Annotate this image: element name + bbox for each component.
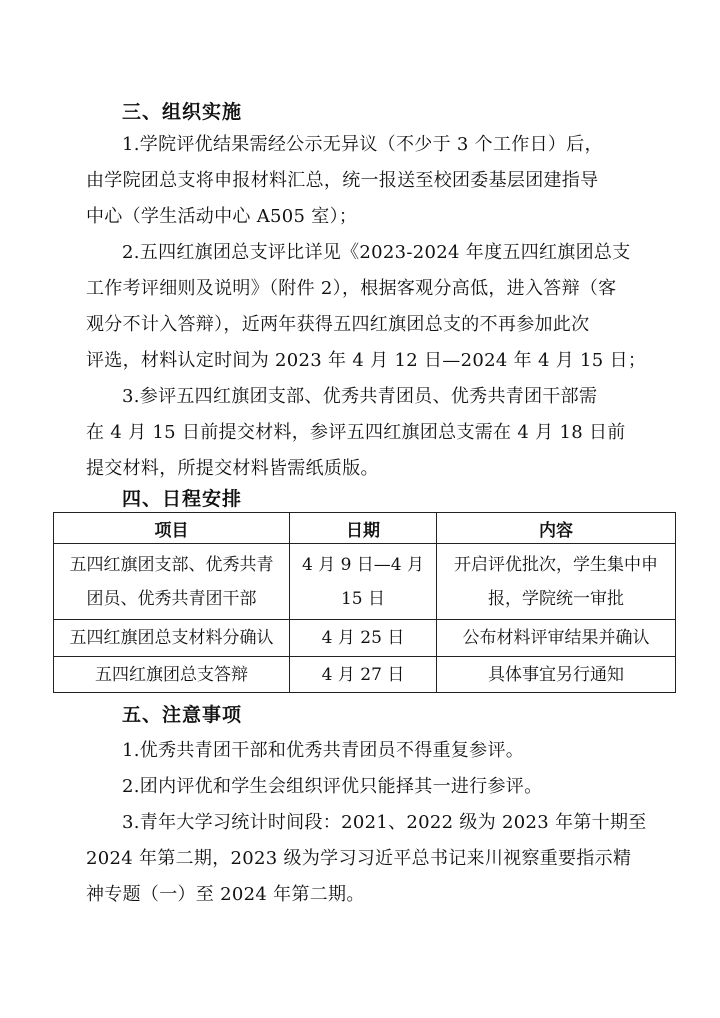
paragraph-line: 2.团内评优和学生会组织评优只能择其一进行参评。: [122, 776, 543, 797]
paragraph-line: 观分不计入答辩），近两年获得五四红旗团总支的不再参加此次: [86, 314, 590, 335]
paragraph-line: 在 4 月 15 日前提交材料，参评五四红旗团总支需在 4 月 18 日前: [86, 422, 626, 443]
section-4-heading: 四、日程安排: [122, 488, 243, 510]
column-header-item: 项目: [54, 513, 290, 544]
paragraph-line: 中心（学生活动中心 A505 室）；: [86, 206, 358, 227]
paragraph-line: 1.学院评优结果需经公示无异议（不少于 3 个工作日）后，: [122, 134, 603, 155]
column-header-content: 内容: [437, 513, 676, 544]
cell-text-line: 五四红旗团支部、优秀共青: [69, 554, 274, 575]
table-cell-item: [54, 544, 290, 620]
paragraph-line: 评选，材料认定时间为 2023 年 4 月 12 日—2024 年 4 月 15 日；: [86, 350, 647, 371]
paragraph-line: 1.优秀共青团干部和优秀共青团员不得重复参评。: [122, 740, 525, 761]
paragraph-line: 2024 年第二期，2023 级为学习习近平总书记来川视察重要指示精: [86, 848, 632, 869]
table-cell-item: 五四红旗团总支答辩: [54, 657, 290, 693]
schedule-table: [53, 512, 676, 693]
cell-text-line: 15 日: [340, 588, 386, 609]
table-cell-content: 具体事宜另行通知: [437, 657, 676, 693]
cell-text-line: 4 月 9 日—4 月: [301, 554, 425, 575]
paragraph-line: 2.五四红旗团总支评比详见《2023-2024 年度五四红旗团总支: [122, 242, 631, 263]
cell-text-line: 开启评优批次，学生集中申: [454, 554, 659, 575]
section-3-heading: 三、组织实施: [122, 101, 243, 123]
table-row: [54, 657, 676, 693]
table-header-row: [54, 513, 676, 544]
paragraph-line: 神专题（一）至 2024 年第二期。: [86, 884, 365, 905]
column-header-date: 日期: [289, 513, 436, 544]
table-cell-date: 4 月 25 日: [289, 620, 436, 657]
paragraph-line: 3.参评五四红旗团支部、优秀共青团员、优秀共青团干部需: [122, 386, 598, 407]
table-cell-content: 公布材料评审结果并确认: [437, 620, 676, 657]
table-cell-date: [289, 544, 436, 620]
table-row: [54, 544, 676, 620]
cell-text-line: 报，学院统一审批: [488, 588, 625, 609]
paragraph-line: 提交材料，所提交材料皆需纸质版。: [86, 458, 379, 479]
paragraph-line: 3.青年大学习统计时间段：2021、2022 级为 2023 年第十期至: [122, 812, 647, 833]
table-cell-content: [437, 544, 676, 620]
cell-text-line: 团员、优秀共青团干部: [86, 588, 257, 609]
paragraph-line: 由学院团总支将申报材料汇总，统一报送至校团委基层团建指导: [86, 170, 599, 191]
table-cell-item: 五四红旗团总支材料分确认: [54, 620, 290, 657]
paragraph-line: 工作考评细则及说明》（附件 2），根据客观分高低，进入答辩（客: [86, 278, 617, 299]
table-row: [54, 620, 676, 657]
table-cell-date: 4 月 27 日: [289, 657, 436, 693]
section-5-heading: 五、注意事项: [122, 704, 243, 726]
